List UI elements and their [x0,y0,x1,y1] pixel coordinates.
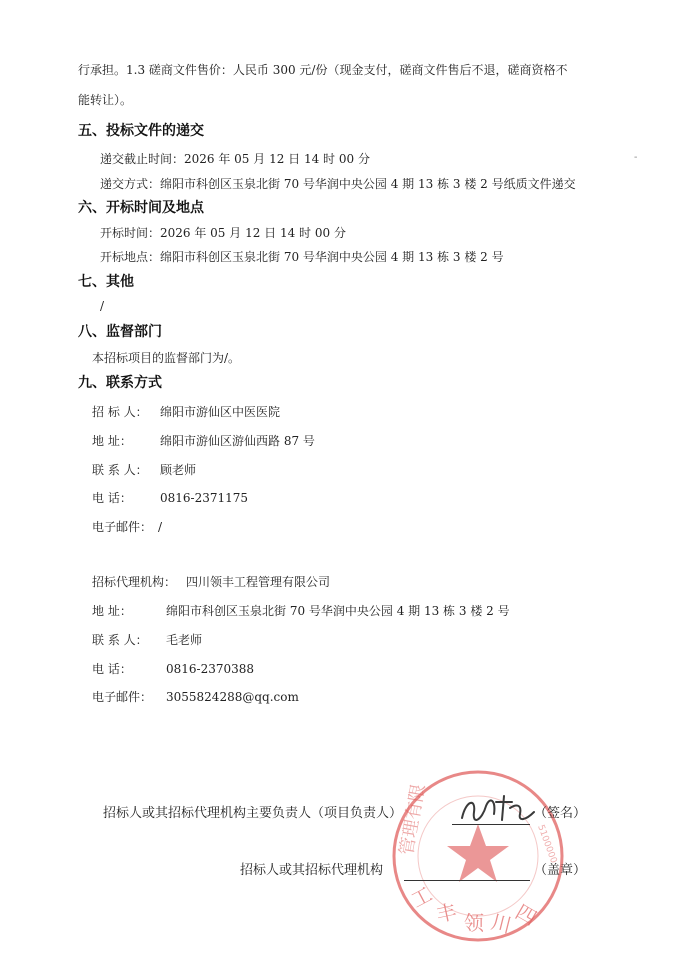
other-content: / [100,299,105,313]
svg-text:四: 四 [511,899,541,931]
svg-text:领: 领 [464,911,484,935]
signature-underline [452,824,530,825]
svg-text:工: 工 [407,881,437,913]
tenderer-phone: 0816-2371175 [160,491,249,505]
section-7-heading: 七、其他 [78,274,134,290]
tenderer-contact-label: 联 系 人： [92,463,148,477]
svg-text:丰: 丰 [434,899,459,927]
tenderer-phone-label: 电 话： [92,491,132,505]
svg-text:管理有限: 管理有限 [396,782,430,857]
supervision-content: 本招标项目的监督部门为/。 [92,351,241,365]
signature-line-label: 招标人或其招标代理机构主要负责人（项目负责人） [103,806,403,821]
tenderer-name: 绵阳市游仙区中医医院 [160,405,281,419]
agency-address: 绵阳市科创区玉泉北街 70 号华润中央公园 4 期 13 栋 3 楼 2 号 [166,604,510,618]
tenderer-email: / [158,520,163,534]
section-8-heading: 八、监督部门 [78,324,162,340]
tenderer-address: 绵阳市游仙区游仙西路 87 号 [160,434,315,448]
stamp-underline [404,880,530,881]
submission-method: 递交方式：绵阳市科创区玉泉北街 70 号华润中央公园 4 期 13 栋 3 楼 2 号纸质文件递交 [100,177,576,191]
margin-mark: - [634,152,638,163]
intro-line-2: 能转让）。 [78,93,133,107]
agency-contact: 毛老师 [166,633,203,647]
section-9-heading: 九、联系方式 [78,375,162,391]
agency-email-label: 电子邮件： [92,690,153,704]
intro-line-1: 行承担。1.3 磋商文件售价：人民币 300 元/份（现金支付，磋商文件售后不退，磋商资格不 [78,63,568,77]
svg-text:川: 川 [488,909,515,938]
opening-time: 开标时间：2026 年 05 月 12 日 14 时 00 分 [100,226,346,240]
agency-name-label: 招标代理机构： [92,575,177,589]
agency-contact-label: 联 系 人： [92,633,148,647]
signature-suffix: （签名） [534,806,587,821]
section-6-heading: 六、开标时间及地点 [78,200,204,216]
agency-phone-label: 电 话： [92,662,132,676]
section-5-heading: 五、投标文件的递交 [78,123,204,139]
submission-deadline: 递交截止时间：2026 年 05 月 12 日 14 时 00 分 [100,152,370,166]
agency-name: 四川领丰工程管理有限公司 [186,575,331,589]
stamp-line-label: 招标人或其招标代理机构 [240,863,384,878]
tenderer-contact: 顾老师 [160,463,197,477]
agency-address-label: 地 址： [92,604,132,618]
tenderer-address-label: 地 址： [92,434,132,448]
agency-phone: 0816-2370388 [166,662,255,676]
stamp-suffix: （盖章） [534,863,587,878]
opening-place: 开标地点：绵阳市科创区玉泉北街 70 号华润中央公园 4 期 13 栋 3 楼 2 号 [100,250,504,264]
tenderer-email-label: 电子邮件： [92,520,153,534]
tenderer-name-label: 招 标 人： [92,405,148,419]
agency-email: 3055824288@qq.com [166,690,299,704]
svg-text:5100000: 5100000 [535,823,559,865]
